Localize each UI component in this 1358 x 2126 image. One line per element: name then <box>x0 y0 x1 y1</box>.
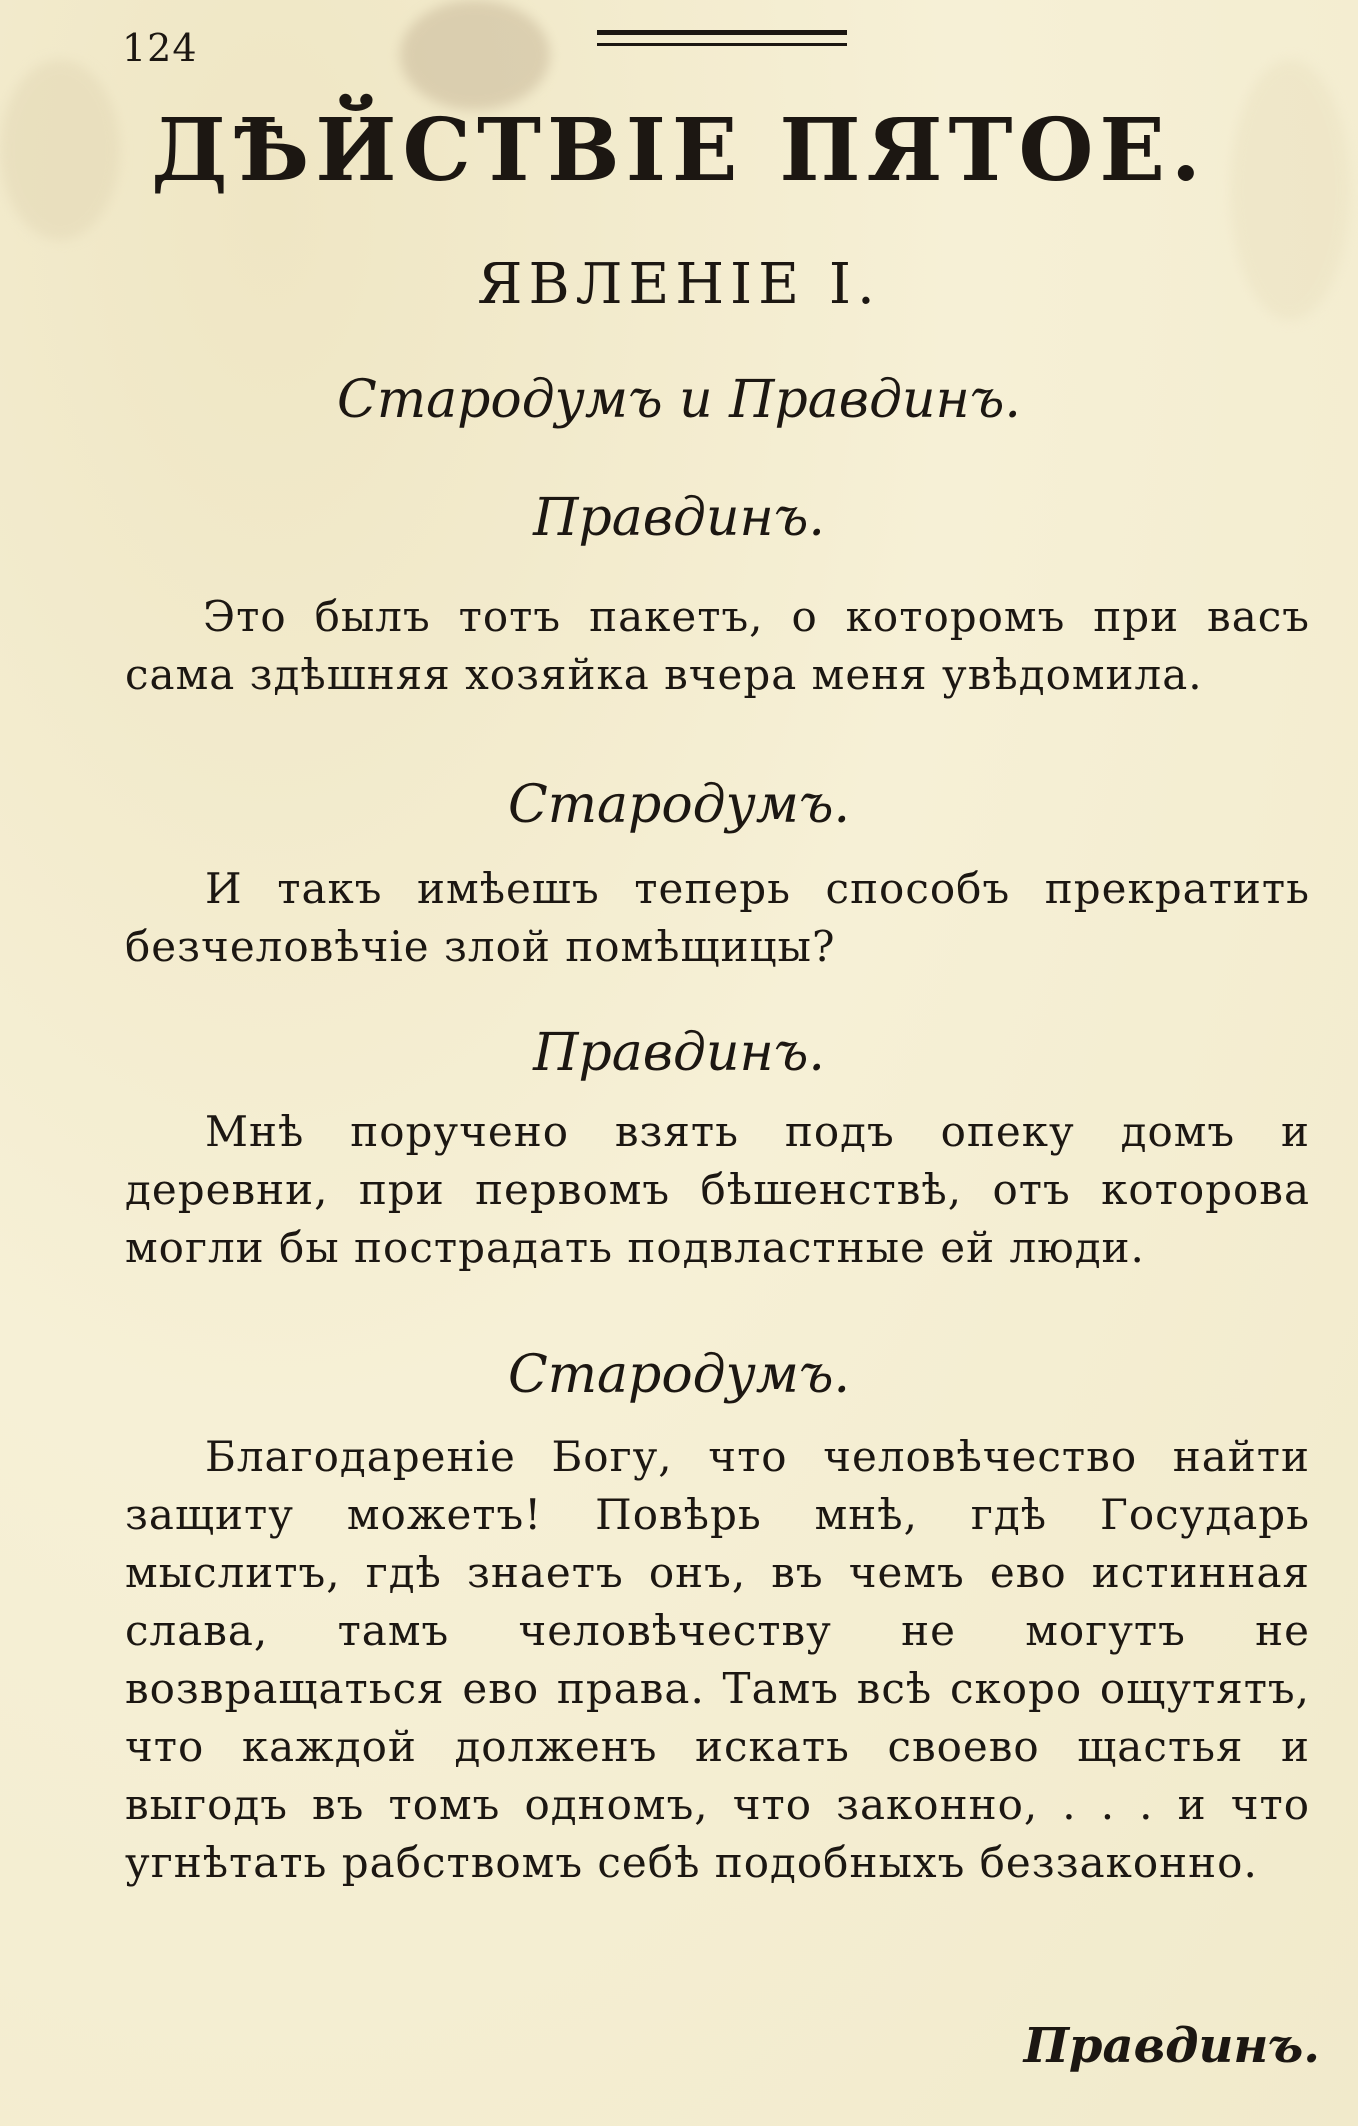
cast-list: Стародумъ и Правдинъ. <box>337 370 1021 430</box>
act-title: ДѢЙСТВІЕ ПЯТОЕ. <box>151 100 1207 201</box>
paper-stain <box>400 0 550 110</box>
speech-paragraph: И такъ имѣешъ теперь способъ прекратить безчеловѣчіе злой помѣщицы? <box>125 864 1310 971</box>
scene-title: ЯВЛЕНІЕ I. <box>477 252 881 317</box>
page-number: 124 <box>122 26 198 70</box>
decorative-double-rule <box>597 30 847 54</box>
speech-paragraph: Это былъ тотъ пакетъ, о которомъ при васъ сама здѣшняя хозяйка вчера меня увѣдомила. <box>125 592 1310 699</box>
speaker-name: Стародумъ. <box>507 1345 851 1405</box>
speaker-name: Правдинъ. <box>533 488 825 548</box>
speaker-name: Правдинъ. <box>533 1023 825 1083</box>
speech-paragraph: Благодареніе Богу, что человѣчество найти защиту можетъ! Повѣрь мнѣ, гдѣ Государь мыслитъ, гдѣ знаетъ онъ, въ чемъ ево истинная слава, тамъ человѣчеству не могутъ не возвращаться ево права. Тамъ всѣ скоро ощутятъ, что каждой долженъ искать своево щастья и выгодъ въ томъ одномъ, что законно, . . . и что угнѣтать рабствомъ себѣ подобныхъ беззаконно. <box>125 1432 1310 1887</box>
catchword: Правдинъ. <box>1023 2018 1320 2074</box>
speech-paragraph: Мнѣ поручено взять подъ опеку домъ и деревни, при первомъ бѣшенствѣ, отъ котopова могли бы пострадать подвластные ей люди. <box>125 1107 1310 1272</box>
speaker-name: Стародумъ. <box>507 775 851 835</box>
